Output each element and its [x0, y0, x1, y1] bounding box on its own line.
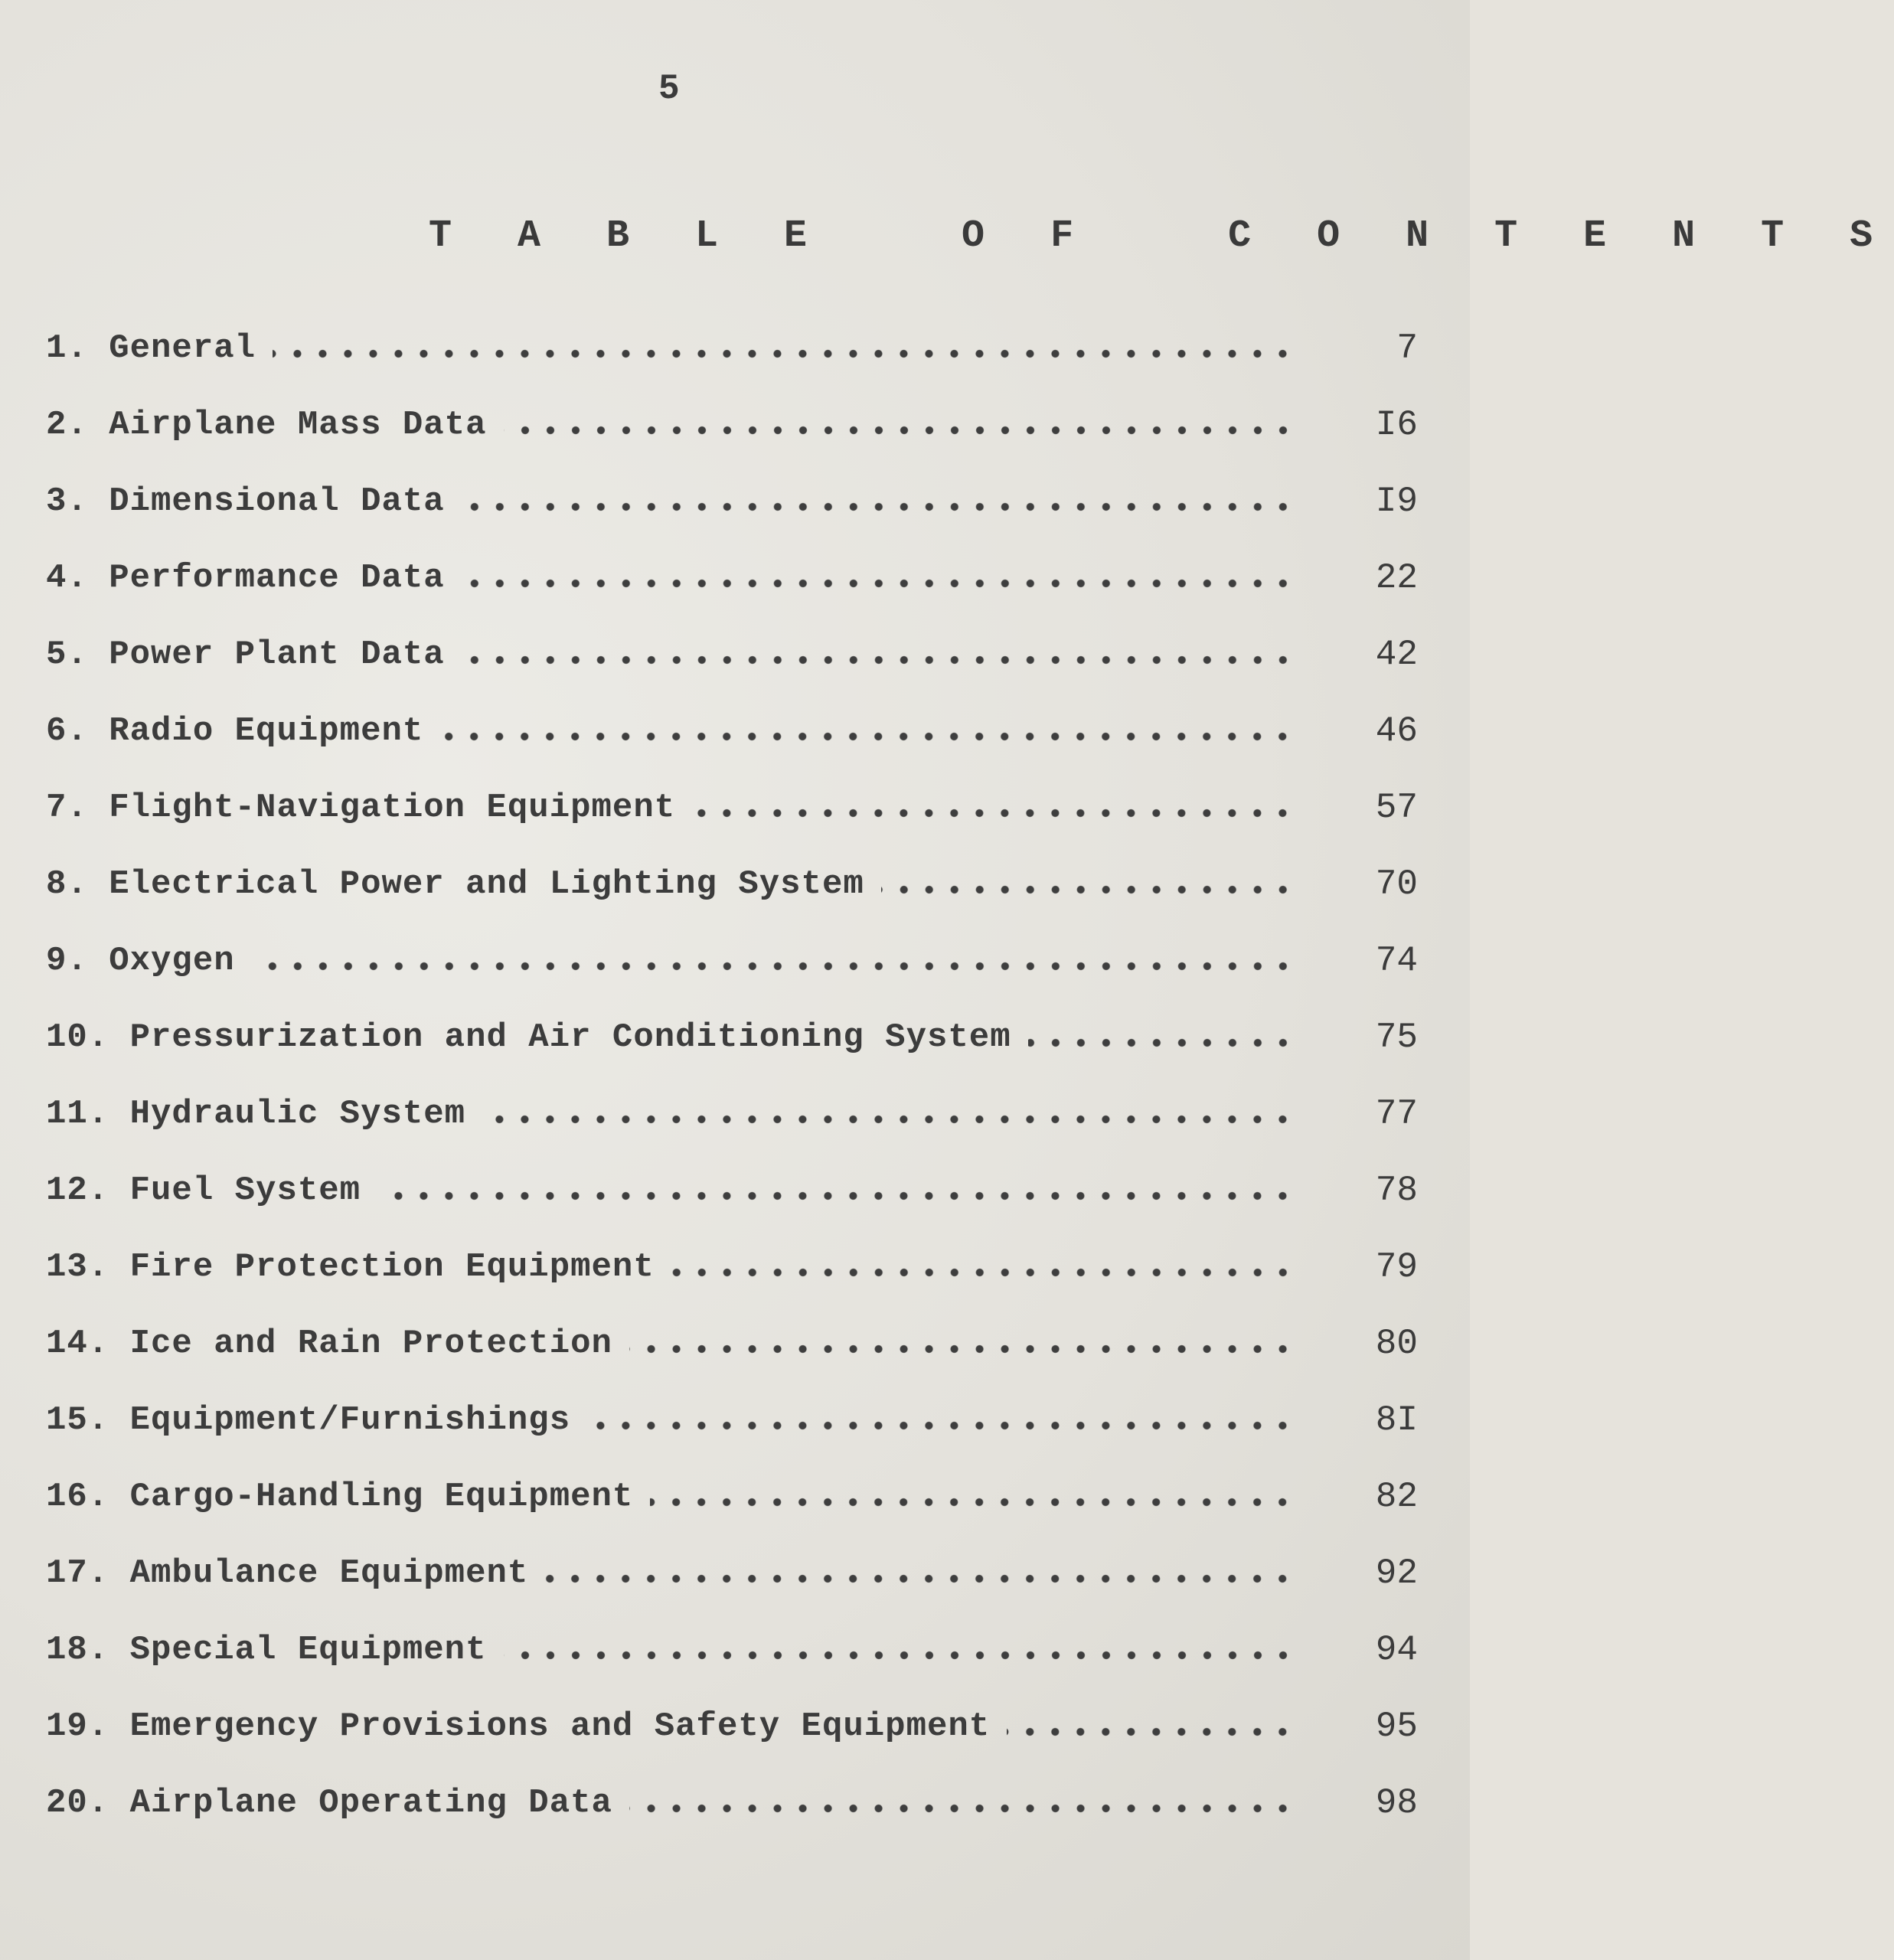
toc-entry — [46, 1393, 1424, 1447]
dot-leader — [440, 731, 1295, 742]
toc-entry-page: 79 — [1375, 1247, 1418, 1287]
toc-entry-title: 10. Pressurization and Air Conditioning System — [46, 1018, 1011, 1057]
toc-entry-page: 95 — [1375, 1707, 1418, 1746]
toc-entry — [46, 1087, 1424, 1141]
toc-entry — [46, 1547, 1424, 1600]
toc-entry — [46, 704, 1424, 758]
toc-entry-title: 11. Hydraulic System — [46, 1095, 466, 1133]
toc-entry — [46, 475, 1424, 528]
toc-entry-title: 5. Power Plant Data — [46, 635, 445, 674]
dot-leader — [587, 1420, 1295, 1431]
toc-entry-title: 20. Airplane Operating Data — [46, 1784, 612, 1822]
toc-entry-title: 17. Ambulance Equipment — [46, 1554, 529, 1592]
toc-entry-title: 16. Cargo-Handling Equipment — [46, 1478, 634, 1516]
dot-leader — [650, 1497, 1295, 1508]
toc-entry-page: 98 — [1375, 1783, 1418, 1823]
toc-entry-title: 8. Electrical Power and Lighting System — [46, 865, 864, 903]
toc-entry — [46, 1011, 1424, 1064]
page-number: 5 — [658, 69, 680, 109]
toc-entry — [46, 628, 1424, 681]
toc-entry-title: 6. Radio Equipment — [46, 712, 424, 750]
toc-entry-page: 75 — [1375, 1018, 1418, 1057]
dot-leader — [881, 884, 1295, 895]
toc-entry — [46, 1240, 1424, 1294]
dot-leader — [671, 1267, 1295, 1278]
toc-entry-title: 13. Fire Protection Equipment — [46, 1248, 655, 1286]
toc-entry-page: 74 — [1375, 941, 1418, 981]
toc-entry-title: 9. Oxygen — [46, 942, 235, 980]
dot-leader — [252, 961, 1295, 972]
toc-entry-page: 82 — [1375, 1477, 1418, 1517]
toc-entry — [46, 551, 1424, 605]
toc-entry-page: 78 — [1375, 1171, 1418, 1210]
toc-entry-page: 22 — [1375, 558, 1418, 598]
toc-entry-title: 1. General — [46, 329, 256, 368]
dot-leader — [504, 425, 1296, 436]
toc-entry-page: 94 — [1375, 1630, 1418, 1670]
toc-entry-title: 19. Emergency Provisions and Safety Equipment — [46, 1707, 991, 1746]
toc-entry — [46, 1470, 1424, 1524]
toc-entry — [46, 1623, 1424, 1677]
toc-entry-title: 3. Dimensional Data — [46, 482, 445, 521]
toc-entry — [46, 934, 1424, 988]
dot-leader — [462, 655, 1295, 665]
dot-leader — [1028, 1037, 1295, 1048]
dot-leader — [692, 808, 1295, 818]
toc-entry-title: 2. Airplane Mass Data — [46, 406, 487, 444]
toc-entry-title: 14. Ice and Rain Protection — [46, 1325, 612, 1363]
toc-entry — [46, 1317, 1424, 1370]
toc-entry-page: 57 — [1375, 788, 1418, 828]
toc-entry — [46, 858, 1424, 911]
toc-entry — [46, 781, 1424, 835]
toc-entry-page: 7 — [1396, 328, 1418, 368]
toc-entry-page: 92 — [1375, 1553, 1418, 1593]
toc-entry-page: 42 — [1375, 635, 1418, 675]
toc-entry — [46, 322, 1424, 375]
dot-leader — [504, 1650, 1296, 1661]
toc-entry — [46, 398, 1424, 452]
toc-entry-page: 80 — [1375, 1324, 1418, 1364]
dot-leader — [1007, 1726, 1295, 1737]
toc-title: T A B L E O F C O N T E N T S — [429, 214, 1894, 258]
toc-entry-page: 46 — [1375, 711, 1418, 751]
toc-entry-title: 4. Performance Data — [46, 559, 445, 597]
toc-entry — [46, 1776, 1424, 1830]
toc-entry — [46, 1164, 1424, 1217]
toc-entry-page: 77 — [1375, 1094, 1418, 1134]
toc-entry-page: I6 — [1375, 405, 1418, 445]
dot-leader — [482, 1114, 1295, 1125]
toc-entry-title: 12. Fuel System — [46, 1171, 361, 1210]
toc-entry-page: 70 — [1375, 864, 1418, 904]
dot-leader — [462, 578, 1295, 589]
dot-leader — [462, 501, 1295, 512]
toc-entry-page: I9 — [1375, 482, 1418, 521]
toc-entry — [46, 1700, 1424, 1753]
dot-leader — [629, 1803, 1295, 1814]
toc-entry-title: 18. Special Equipment — [46, 1631, 487, 1669]
toc-entry-page: 8I — [1375, 1400, 1418, 1440]
dot-leader — [377, 1191, 1295, 1201]
toc-entry-title: 15. Equipment/Furnishings — [46, 1401, 571, 1439]
dot-leader — [629, 1344, 1295, 1354]
toc-entry-title: 7. Flight-Navigation Equipment — [46, 789, 676, 827]
dot-leader — [273, 348, 1295, 359]
dot-leader — [545, 1573, 1295, 1584]
